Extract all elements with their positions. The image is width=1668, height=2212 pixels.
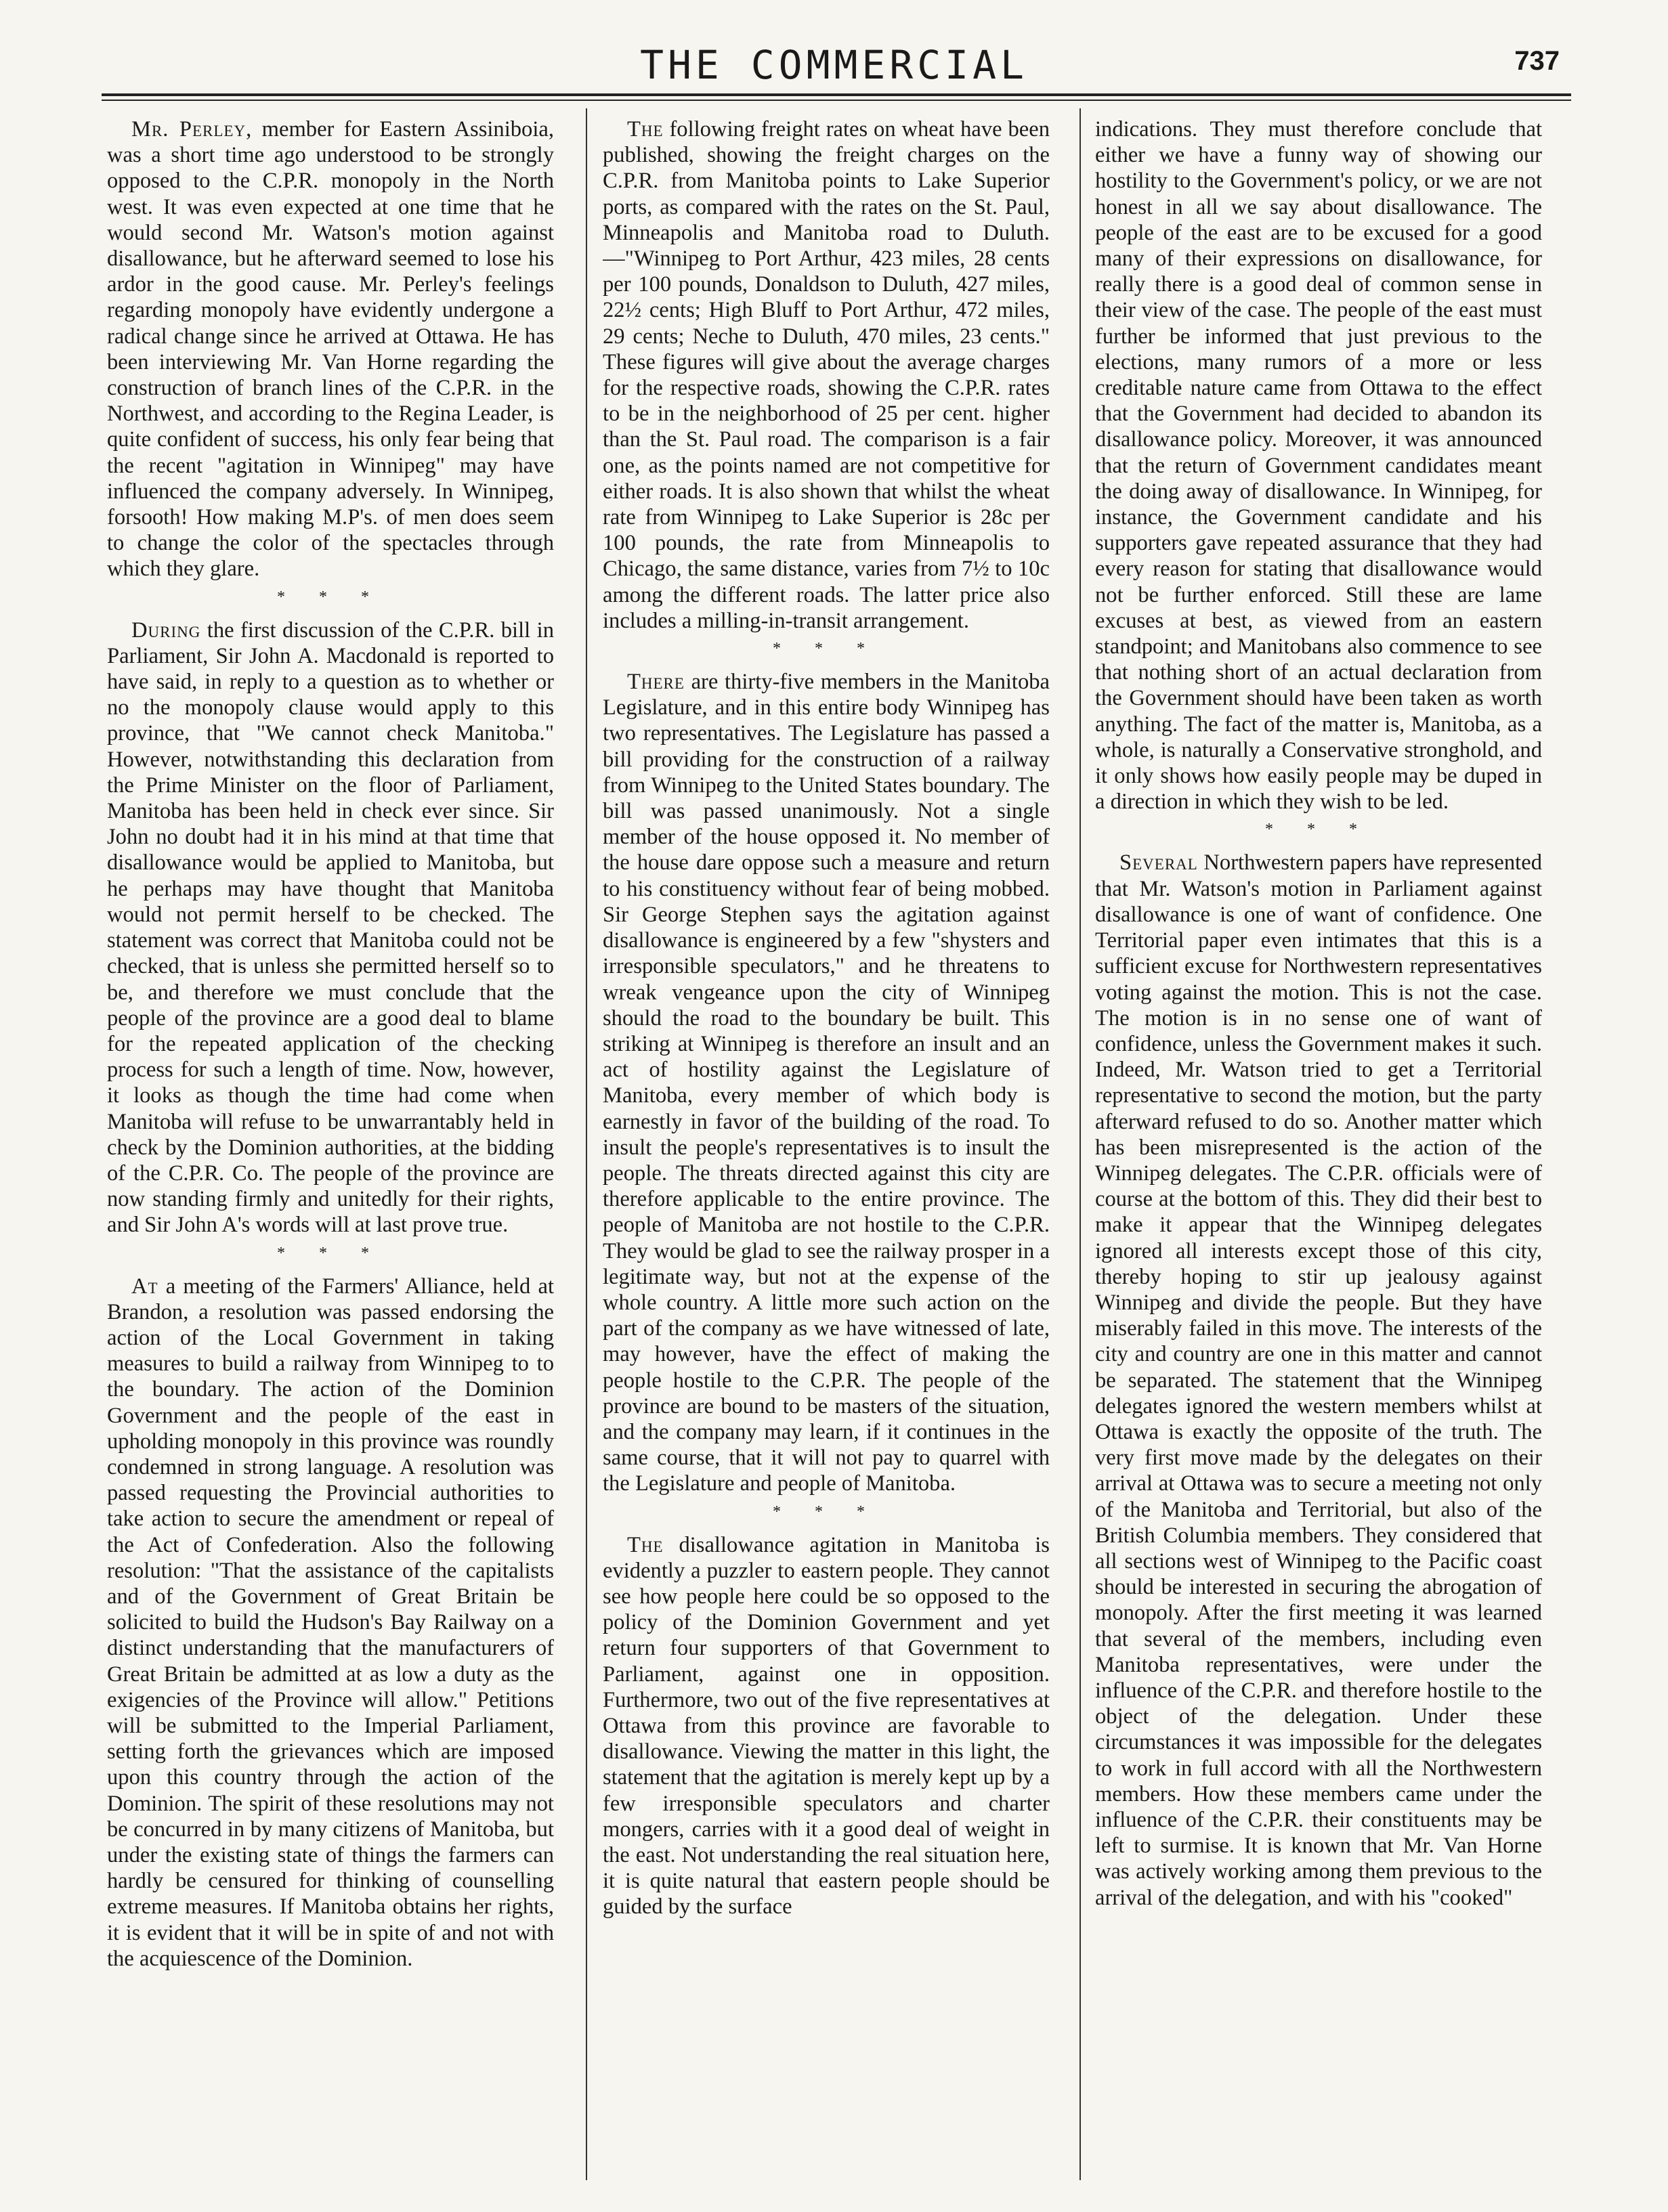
paragraph-text: the first discussion of the C.P.R. bill in Parliament, Sir John A. Macdonald is reported to have said, in reply to a question as to whether or no the monopoly clause would apply to this province, that "We cannot check Manitoba." However, notwithstanding this declaration from the Prime Minister on the floor of Parliament, Manitoba has been held in check ever since. Sir John no doubt had it in his mind at that time that disallowance would be applied to Manitoba, but he perhaps may have thought that Manitoba would not permit herself to be checked. The statement was correct that Manitoba could not be checked, that is unless she permitted herself so to be, and therefore we must conclude that the people of the province are a good deal to blame for the repeated application of the checking process for such a length of time. Now, however, it looks as though the time had come when Manitoba will refuse to be unwarrantably held in check by the Dominion authorities, at the bidding of the C.P.R. Co. The people of the province are now standing firmly and unitedly for their rights, and Sir John A's words will at last prove true. bbox=[107, 617, 554, 1238]
column-1 bbox=[107, 116, 554, 2175]
section-separator: * * * bbox=[1265, 821, 1372, 839]
paragraph-text: following freight rates on wheat have been published, showing the freight charges on the C.P.R. from Manitoba points to Lake Superior ports, as compared with the rates on the St. Paul, Minneapolis and Manitoba road to Duluth.—"Winnipeg to Port Arthur, 423 miles, 28 cents per 100 pounds, Donaldson to Duluth, 427 miles, 22½ cents; High Bluff to Port Arthur, 472 miles, 29 cents; Neche to Duluth, 470 miles, 23 cents." These figures will give about the average charges for the respective roads, showing the C.P.R. rates to be in the neighborhood of 25 per cent. higher than the St. Paul road. The comparison is a fair one, as the points named are not competitive for either roads. It is also shown that whilst the wheat rate from Winnipeg to Lake Superior is 28c per 100 pounds, the rate from Minneapolis to Chicago, the same distance, varies from 7½ to 10c among the different roads. The latter price also includes a milling-in-transit arrangement. bbox=[603, 117, 1050, 633]
section-separator: * * * bbox=[277, 588, 384, 606]
article-paragraph bbox=[603, 1532, 1050, 1920]
lead-word: At bbox=[131, 1274, 158, 1299]
section-separator: * * * bbox=[277, 1244, 384, 1262]
page-number: 737 bbox=[1514, 46, 1560, 76]
paragraph-text: indications. They must therefore conclude that either we have a funny way of showing our hostility to the Government's policy, or we are not honest in all we say about disallowance. The people of the east are to be excused for a good many of their expressions on disallowance, for really there is a good deal of common sense in their view of the case. The people of the east must further be informed that just previous to the elections, many rumors of a more or less creditable nature came from Ottawa to the effect that the Government had decided to abandon its disallowance policy. Moreover, it was announced that the return of Government candidates meant the doing away of disallowance. In Winnipeg, for instance, the Government candidate and his supporters gave repeated assurance that they had every reason for stating that disallowance would not be further enforced. Still these are lame excuses at best, as viewed from an eastern standpoint; and Manitobans also commence to see that nothing short of an actual declaration from the Government should have been taken as worth anything. The fact of the matter is, Manitoba, as a whole, is naturally a Conservative stronghold, and it only shows how easily people may be duped in a direction in which they wish to be led. bbox=[1095, 117, 1542, 815]
page-header bbox=[0, 42, 1668, 96]
article-paragraph bbox=[603, 669, 1050, 1497]
header-rule-thin bbox=[102, 100, 1571, 101]
article-paragraph bbox=[1095, 850, 1542, 1910]
article-paragraph bbox=[107, 116, 554, 582]
paragraph-text: Northwestern papers have represented that Mr. Watson's motion in Parliament against disallowance is one of want of confidence. One Territorial paper even intimates that this is a sufficient excuse for Northwestern representatives voting against the motion. This is not the case. The motion is in no sense one of want of confidence, unless the Government makes it such. Indeed, Mr. Watson tried to get a Territorial representative to second the motion, but the party afterward refused to do so. Another matter which has been misrepresented is the action of the Winnipeg delegates. The C.P.R. officials were of course at the bottom of this. They did their best to make it appear that the Winnipeg delegates ignored all interests except those of this city, thereby hoping to stir up jealousy against Winnipeg and divide the people. But they have miserably failed in this move. The interests of the city and country are one in this matter and cannot be separated. The statement that the Winnipeg delegates ignored the western members whilst at Ottawa is exactly the opposite of the truth. The very first move made by the delegates on their arrival at Ottawa was to secure a meeting not only of the Manitoba and Territorial, but also of the British Columbia members. They considered that all sections west of Winnipeg to the Pacific coast should be interested in securing the abrogation of monopoly. After the first meeting it was learned that several of the members, including even Manitoba representatives, were under the influence of the C.P.R. and therefore hostile to the object of the delegation. Under these circumstances it was impossible for the delegates to work in full accord with all the Northwestern members. How these members came under the influence of the C.P.R. their constituents may be left to surmise. It is known that Mr. Van Horne was actively working among them previous to the arrival of the delegation, and with his "cooked" bbox=[1095, 850, 1542, 1910]
lead-word: Mr. Perley, bbox=[131, 117, 253, 142]
column-3 bbox=[1095, 116, 1542, 2175]
article-paragraph bbox=[107, 617, 554, 1238]
newspaper-masthead: THE COMMERCIAL bbox=[640, 42, 1028, 88]
header-rule-thick bbox=[102, 93, 1571, 96]
lead-word: During bbox=[131, 617, 201, 643]
lead-word: The bbox=[627, 1532, 664, 1557]
paragraph-text: member for Eastern Assiniboia, was a short time ago understood to be strongly opposed to the C.P.R. monopoly in the North west. It was even expected at one time that he would second Mr. Watson's motion against disallowance, but he afterward seemed to lose his ardor in the good cause. Mr. Perley's feelings regarding monopoly have evidently undergone a radical change since he arrived at Ottawa. He has been interviewing Mr. Van Horne regarding the construction of branch lines of the C.P.R. in the Northwest, and according to the Regina Leader, is quite confident of success, his only fear being that the recent "agitation in Winnipeg" may have influenced the company adversely. In Winnipeg, forsooth! How making M.P's. of men does seem to change the color of the spectacles through which they glare. bbox=[107, 117, 554, 582]
lead-word: Several bbox=[1119, 850, 1198, 875]
column-2 bbox=[603, 116, 1050, 2175]
column-divider bbox=[1079, 108, 1081, 2180]
article-paragraph bbox=[603, 116, 1050, 634]
lead-word: There bbox=[627, 670, 685, 695]
article-paragraph bbox=[1095, 116, 1542, 815]
lead-word: The bbox=[627, 117, 664, 142]
paragraph-text: disallowance agitation in Manitoba is evidently a puzzler to eastern people. They cannot see how people here could be so opposed to the policy of the Dominion Government and yet return four supporters of that Government to Parliament, against one in opposition. Furthermore, two out of the five representatives at Ottawa from this province are favorable to disallowance. Viewing the matter in this light, the statement that the agitation is merely kept up by a few irresponsible speculators and charter mongers, carries with it a good deal of weight in the east. Not understanding the real situation here, it is quite natural that eastern people should be guided by the surface bbox=[603, 1532, 1050, 1920]
article-paragraph bbox=[107, 1274, 554, 1972]
column-divider bbox=[586, 108, 587, 2180]
paragraph-text: a meeting of the Farmers' Alliance, held at Brandon, a resolution was passed endorsing the action of the Local Government in taking measures to build a railway from Winnipeg to to the boundary. The action of the Dominion Government and the people of the east in upholding monopoly in this province was roundly condemned in strong language. A resolution was passed requesting the Provincial authorities to take action to secure the amendment or repeal of the Act of Confederation. Also the following resolution: "That the assistance of the capitalists and of the Government of Great Britain be solicited to build the Hudson's Bay Railway on a distinct understanding that the manufacturers of Great Britain be admitted at as low a duty as the exigencies of the Province will allow." Petitions will be submitted to the Imperial Parliament, setting forth the grievances which are imposed upon this country through the action of the Dominion. The spirit of these resolutions may not be concurred in by many citizens of Manitoba, but under the existing state of things the farmers can hardly be censured for thinking of counselling extreme measures. If Manitoba obtains her rights, it is evident that it will be in spite of and not with the acquiescence of the Dominion. bbox=[107, 1274, 554, 1971]
section-separator: * * * bbox=[773, 1502, 880, 1521]
section-separator: * * * bbox=[773, 640, 880, 658]
paragraph-text: are thirty-five members in the Manitoba Legislature, and in this entire body Winnipeg has two representatives. The Legislature has passed a bill providing for the construction of a railway from Winnipeg to the United States boundary. The bill was passed unanimously. Not a single member of the house opposed it. No member of the house dare oppose such a measure and return to his constituency without fear of being mobbed. Sir George Stephen says the agitation against disallowance is engineered by a few "shysters and irresponsible speculators," and he threatens to wreak vengeance upon the city of Winnipeg should the road to the boundary be built. This striking at Winnipeg is therefore an insult and an act of hostility against the Legislature of Manitoba, every member of which body is earnestly in favor of the building of the road. To insult the people's representatives is to insult the people. The threats directed against this city are therefore applicable to the entire province. The people of Manitoba are not hostile to the C.P.R. They would be glad to see the railway prosper in a legitimate way, but not at the expense of the whole country. A little more such action on the part of the company as we have witnessed of late, may however, have the effect of making the people hostile to the C.P.R. The people of the province are bound to be masters of the situation, and the company may learn, if it continues in the same course, that it will not pay to quarrel with the Legislature and people of Manitoba. bbox=[603, 670, 1050, 1496]
